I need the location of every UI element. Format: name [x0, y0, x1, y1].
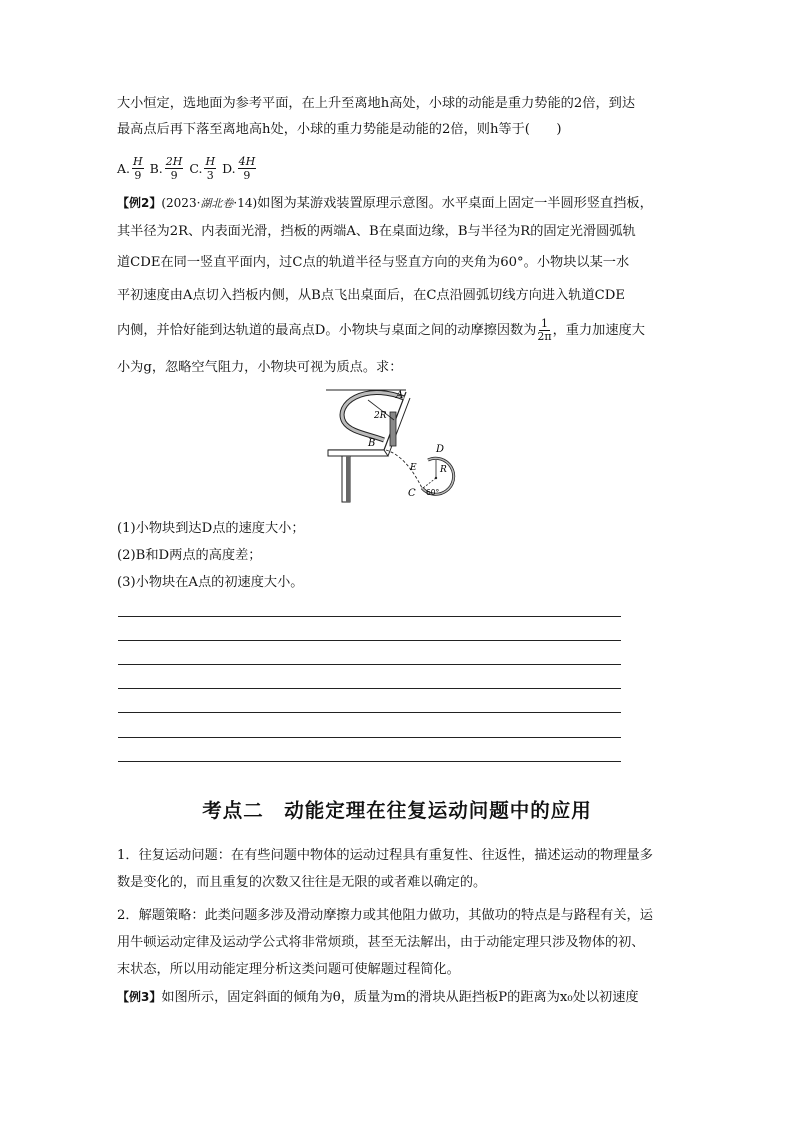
center-point	[435, 477, 437, 479]
point-line-1: 1．往复运动问题：在有些问题中物体的运动过程具有重复性、往返性，描述运动的物理量多	[117, 848, 653, 863]
option-d[interactable]	[222, 155, 258, 182]
label-r: R	[440, 465, 447, 475]
option-fraction	[204, 155, 216, 182]
source-open: (2023·	[161, 196, 201, 210]
source-province: 湖北卷	[200, 197, 234, 210]
option-a[interactable]	[117, 155, 146, 182]
answer-line-5[interactable]	[118, 712, 621, 713]
example-source	[161, 196, 257, 210]
example-tag: 【例3】	[117, 990, 162, 1004]
example2-line-6: 小为g，忽略空气阻力，小物块可视为质点。求：	[117, 360, 403, 375]
fraction-denominator: 3	[206, 168, 214, 182]
fraction-denominator: 9	[134, 168, 142, 182]
example3-line-1	[117, 984, 682, 1011]
example2-line-4: 平初速度由A点切入挡板内侧，从B点飞出桌面后，在C点沿圆弧切线方向进入轨道CDE	[117, 288, 625, 303]
source-close: ·14)	[233, 196, 258, 210]
intro-line-2: 最高点后再下落至离地高h处，小球的重力势能是动能的2倍，则h等于( )	[117, 122, 562, 137]
question-2: (2)B和D两点的高度差；	[117, 548, 262, 563]
projectile-path	[386, 450, 422, 488]
example3-text: 如图所示，固定斜面的倾角为θ，质量为m的滑块从距挡板P的距离为x₀处以初速度	[161, 990, 639, 1005]
point-line-5: 末状态，所以用动能定理分析这类问题可使解题过程简化。	[117, 962, 460, 977]
option-letter: D.	[222, 160, 236, 176]
option-letter: A.	[117, 160, 131, 176]
label-d: D	[436, 444, 445, 455]
answer-line-7[interactable]	[118, 761, 621, 762]
point-line-2: 数是变化的，而且重复的次数又往往是无限的或者难以确定的。	[117, 875, 487, 890]
example2-line-2: 其半径为2R、内表面光滑，挡板的两端A、B在桌面边缘，B与半径为R的固定光滑圆弧轨	[117, 224, 636, 239]
option-letter: B.	[149, 160, 163, 176]
fraction-denominator: 9	[243, 168, 251, 182]
mu-fraction	[537, 318, 551, 343]
section-heading: 考点二 动能定理在往复运动问题中的应用	[202, 799, 592, 822]
example2-line-5	[117, 318, 682, 344]
label-angle: 60°	[426, 488, 440, 497]
point-line-4: 用牛顿运动定律及运动学公式将非常烦琐，甚至无法解出，由于动能定理只涉及物体的初、	[117, 935, 645, 950]
example2-line-1	[117, 190, 682, 217]
fraction-denominator: 9	[170, 168, 178, 182]
text-segment: 内侧，并恰好能到达轨道的最高点D。小物块与桌面之间的动摩擦因数为	[117, 323, 537, 338]
table-back-leg	[390, 412, 396, 446]
example2-line-3: 道CDE在同一竖直平面内，过C点的轨道半径与竖直方向的夹角为60°。小物块以某一水	[117, 255, 630, 270]
label-c: C	[408, 488, 416, 499]
option-c[interactable]	[189, 155, 218, 182]
example2-text: 如图为某游戏装置原理示意图。水平桌面上固定一半圆形竖直挡板，	[257, 196, 653, 211]
answer-line-3[interactable]	[118, 664, 621, 665]
fraction-denominator: 2π	[537, 330, 552, 343]
fraction-numerator: 2H	[165, 154, 183, 168]
point-line-3: 2．解题策略：此类问题多涉及滑动摩擦力或其他阻力做功，其做功的特点是与路程有关，运	[117, 908, 653, 923]
option-b[interactable]	[150, 155, 186, 182]
label-e: E	[410, 463, 417, 473]
answer-line-2[interactable]	[118, 640, 621, 641]
label-b: B	[368, 438, 376, 449]
question-1: (1)小物块到达D点的速度大小；	[117, 521, 305, 536]
label-2r: 2R	[374, 411, 387, 421]
label-a: A	[396, 390, 404, 401]
text-segment: ，重力加速度大	[552, 323, 645, 338]
fraction-numerator: H	[205, 154, 216, 168]
option-fraction	[165, 155, 184, 182]
fraction-numerator: 4H	[238, 154, 256, 168]
table-top	[328, 450, 388, 456]
option-fraction	[132, 155, 144, 182]
option-letter: C.	[189, 160, 203, 176]
fraction-numerator: 1	[541, 317, 548, 330]
fraction-numerator: H	[133, 154, 143, 168]
option-fraction	[238, 155, 257, 182]
answer-options	[117, 150, 262, 186]
answer-line-6[interactable]	[118, 737, 621, 738]
apparatus-figure	[324, 384, 480, 512]
table-leg-shade	[346, 456, 350, 502]
answer-line-1[interactable]	[118, 616, 621, 617]
radius-c-line	[423, 478, 436, 488]
answer-line-4[interactable]	[118, 688, 621, 689]
example-tag: 【例2】	[117, 196, 162, 210]
question-3: (3)小物块在A点的初速度大小。	[117, 575, 304, 590]
intro-line-1: 大小恒定，选地面为参考平面，在上升至离地h高处，小球的动能是重力势能的2倍，到达	[117, 96, 636, 111]
